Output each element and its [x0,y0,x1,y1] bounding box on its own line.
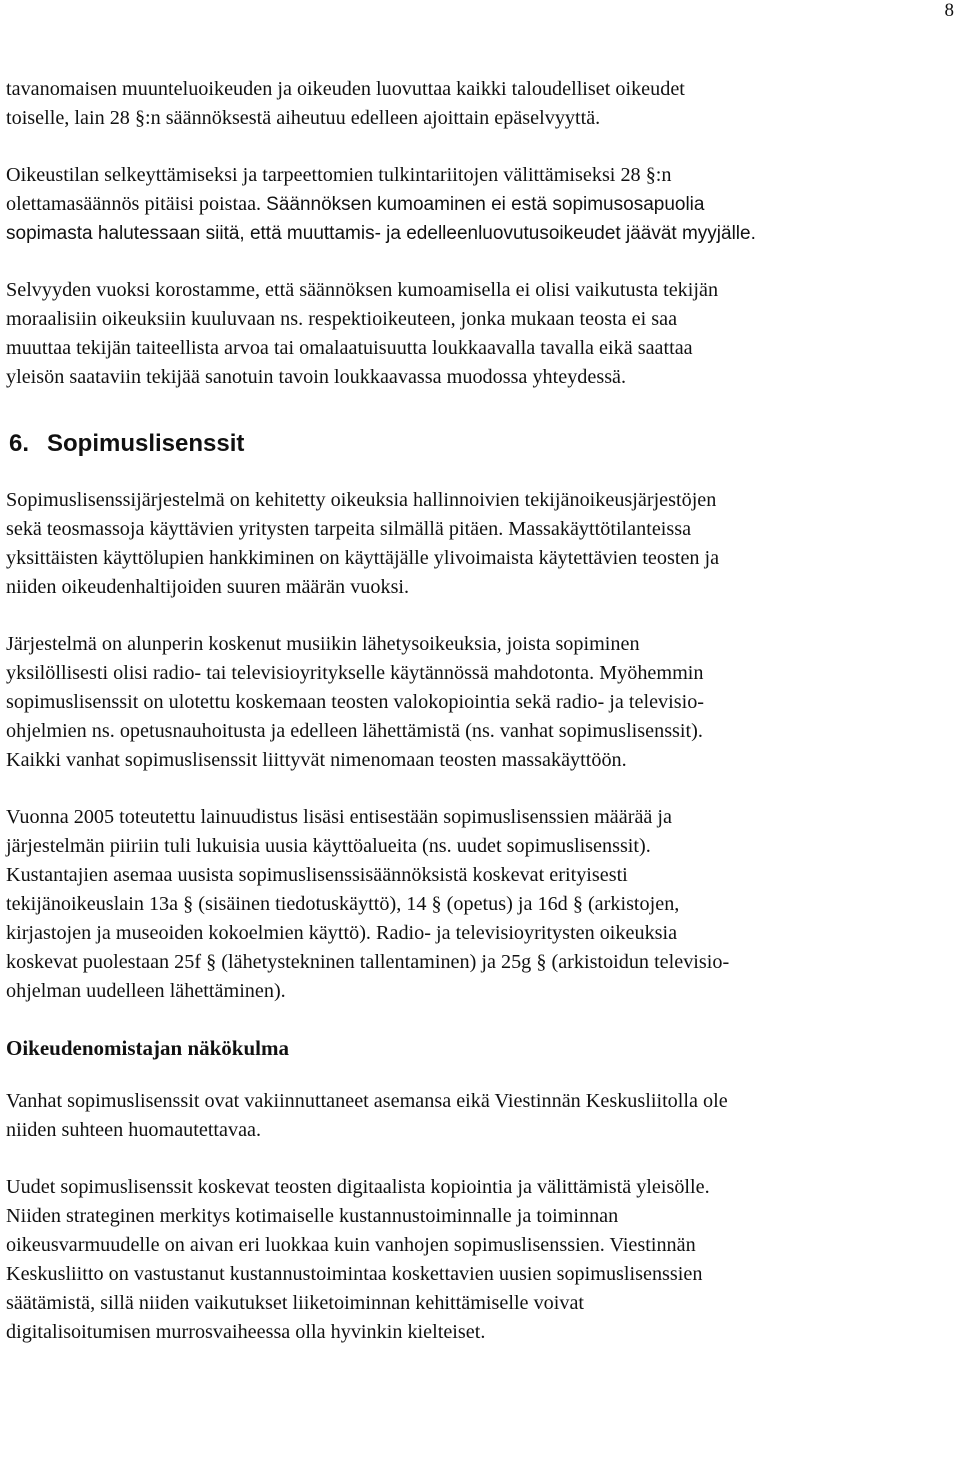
text-line: yksilöllisesti olisi radio- tai televisioyritykselle käytännössä mahdotonta. Myöhemmin [6,662,704,684]
text-line: Kustantajien asemaa uusista sopimuslisenssisäännöksistä koskevat erityisesti [6,864,628,886]
paragraph [6,630,958,775]
section-title: Sopimuslisenssit [47,430,245,457]
section-number: 6. [9,430,30,457]
text-line: moraalisiin oikeuksiin kuuluvaan ns. respektioikeuteen, jonka mukaan teosta ei saa [6,308,678,330]
text-line: Järjestelmä on alunperin koskenut musiikin lähetysoikeuksia, joista sopiminen [6,633,640,655]
page-number: 8 [944,0,954,21]
text-line: Oikeustilan selkeyttämiseksi ja tarpeettomien tulkintariitojen välittämiseksi 28 §:n [6,164,672,186]
text-segment-sans: Säännöksen kumoaminen ei estä sopimusosapuolia [266,194,705,215]
text-line: Niiden strateginen merkitys kotimaiselle kustannustoiminnalle ja toiminnan [6,1205,619,1227]
paragraph [6,161,958,248]
text-line: oikeusvarmuudelle on aivan eri luokkaa kuin vanhojen sopimuslisenssien. Viestinnän [6,1234,696,1256]
text-line: muuttaa tekijän taiteellista arvoa tai omalaatuisuutta loukkaavalla tavalla eikä saattaa [6,337,693,359]
text-line: säätämistä, sillä niiden vaikutukset liiketoiminnan kehittämiselle voivat [6,1292,585,1314]
text-line-sans: sopimasta halutessaan siitä, että muuttamis- ja edelleenluovutusoikeudet jäävät myyjälle. [6,223,756,244]
paragraph [6,276,958,392]
text-line: järjestelmän piiriin tuli lukuisia uusia käyttöalueita (ns. uudet sopimuslisenssit). [6,835,651,857]
text-line: tavanomaisen muunteluoikeuden ja oikeuden luovuttaa kaikki taloudelliset oikeudet [6,78,685,100]
text-line: ohjelman uudelleen lähettäminen). [6,980,286,1002]
text-line: sopimuslisenssit on ulotettu koskemaan teosten valokopiointia sekä radio- ja televisio- [6,691,705,713]
section-heading [6,430,958,458]
paragraph [6,803,958,1006]
text-line: Keskusliitto on vastustanut kustannustoimintaa koskettavien uusien sopimuslisenssien [6,1263,703,1285]
text-line: Vuonna 2005 toteutettu lainuudistus lisäsi entisestään sopimuslisenssien määrää ja [6,806,672,828]
sub-heading: Oikeudenomistajan näkökulma [6,1036,289,1060]
text-line: tekijänoikeuslain 13a § (sisäinen tiedotuskäyttö), 14 § (opetus) ja 16d § (arkistojen, [6,893,680,915]
text-line-mixed [6,190,958,219]
text-line: Sopimuslisenssijärjestelmä on kehitetty oikeuksia hallinnoivien tekijänoikeusjärjestöjen [6,489,717,511]
text-line: Uudet sopimuslisenssit koskevat teosten digitaalista kopiointia ja välittämistä yleisölle. [6,1176,710,1198]
text-line: ohjelmien ns. opetusnauhoitusta ja edelleen lähettämistä (ns. vanhat sopimuslisenssit). [6,720,703,742]
text-line: yleisön saataviin tekijää sanotuin tavoin loukkaavassa muodossa yhteydessä. [6,366,627,388]
paragraph [6,1087,958,1145]
text-line: toiselle, lain 28 §:n säännöksestä aiheutuu edelleen ajoittain epäselvyyttä. [6,107,601,129]
text-line: niiden suhteen huomautettavaa. [6,1119,262,1141]
paragraph [6,75,958,133]
text-segment: olettamasäännös pitäisi poistaa. [6,193,267,215]
document-body [6,75,958,1375]
text-line: koskevat puolestaan 25f § (lähetystekninen tallentaminen) ja 25g § (arkistoidun televisio- [6,951,730,973]
text-line: sekä teosmassoja käyttävien yritysten tarpeita silmällä pitäen. Massakäyttötilanteissa [6,518,692,540]
text-line: digitalisoitumisen murrosvaiheessa olla hyvinkin kielteiset. [6,1321,486,1343]
text-line: Kaikki vanhat sopimuslisenssit liittyvät nimenomaan teosten massakäyttöön. [6,749,627,771]
paragraph [6,486,958,602]
text-line: Selvyyden vuoksi korostamme, että säännöksen kumoamisella ei olisi vaikutusta tekijän [6,279,719,301]
paragraph [6,1173,958,1347]
text-line: Vanhat sopimuslisenssit ovat vakiinnuttaneet asemansa eikä Viestinnän Keskusliitolla ole [6,1090,728,1112]
text-line: niiden oikeudenhaltijoiden suuren määrän vuoksi. [6,576,410,598]
text-line: kirjastojen ja museoiden kokoelmien käyttö). Radio- ja televisioyritysten oikeuksia [6,922,678,944]
text-line: yksittäisten käyttölupien hankkiminen on käyttäjälle ylivoimaista käytettävien teosten ja [6,547,720,569]
